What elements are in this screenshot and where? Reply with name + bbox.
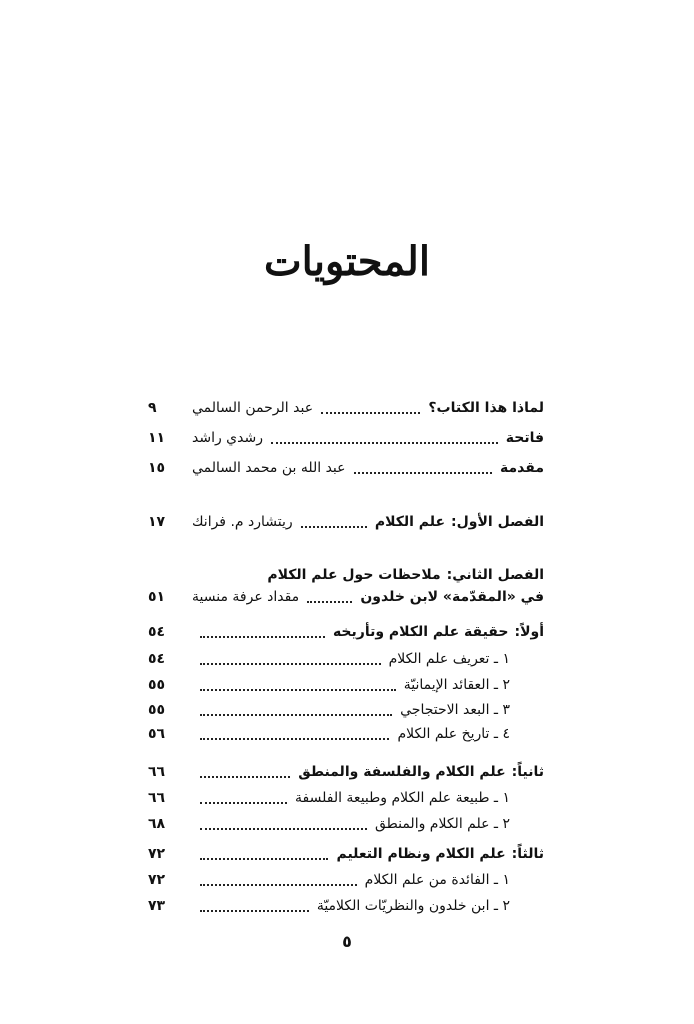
section-page: ٥٤ xyxy=(148,651,166,667)
leader-dots xyxy=(200,712,392,716)
toc-subsection xyxy=(148,673,510,697)
section-label: ١ ـ تعريف علم الكلام xyxy=(388,651,510,667)
chapter-page: ٥١ xyxy=(148,589,166,605)
toc-chapter-cont xyxy=(148,585,544,609)
leader-dots xyxy=(200,826,367,830)
toc-subsection xyxy=(148,786,510,810)
toc-entry xyxy=(148,396,544,420)
section-page: ٧٣ xyxy=(148,898,166,914)
entry-label: لماذا هذا الكتاب؟ xyxy=(428,400,544,416)
chapter-prefix: الفصل الثاني: xyxy=(446,567,544,583)
section-label: ٢ ـ العقائد الإيمانيّة xyxy=(403,677,510,693)
leader-dots xyxy=(354,470,493,474)
section-page: ٥٥ xyxy=(148,677,166,693)
leader-dots xyxy=(200,634,325,638)
leader-dots xyxy=(200,856,328,860)
entry-label: فاتحة xyxy=(505,430,544,446)
section-page: ٦٨ xyxy=(148,816,166,832)
entry-label: مقدمة xyxy=(500,460,544,476)
toc-subsection xyxy=(148,722,510,746)
section-prefix: ثانياً: xyxy=(511,764,544,780)
entry-page: ٩ xyxy=(148,400,157,416)
section-page: ٥٥ xyxy=(148,702,166,718)
toc-subsection xyxy=(148,868,510,892)
chapter-author: ريتشارد م. فرانك xyxy=(192,514,293,530)
leader-dots xyxy=(200,882,357,886)
leader-dots xyxy=(200,908,309,912)
section-label: ١ ـ طبيعة علم الكلام وطبيعة الفلسفة xyxy=(295,790,510,806)
section-page: ٥٤ xyxy=(148,624,166,640)
section-label: علم الكلام والفلسفة والمنطق xyxy=(298,764,506,780)
toc-chapter xyxy=(148,563,544,587)
leader-dots xyxy=(200,774,290,778)
leader-dots xyxy=(307,599,352,603)
entry-page: ١٥ xyxy=(148,460,166,476)
chapter-prefix: الفصل الأول: xyxy=(451,514,544,530)
chapter-author: مقداد عرفة منسية xyxy=(192,589,300,605)
section-page: ٥٦ xyxy=(148,726,166,742)
toc-subsection xyxy=(148,698,510,722)
toc-section xyxy=(148,842,544,866)
section-label: ٢ ـ ابن خلدون والنظريّات الكلاميّة xyxy=(316,898,510,914)
chapter-page: ١٧ xyxy=(148,514,166,530)
leader-dots xyxy=(200,687,396,691)
page-title: المحتويات xyxy=(264,238,430,285)
section-label: ١ ـ الفائدة من علم الكلام xyxy=(364,872,510,888)
toc-entry xyxy=(148,426,544,450)
section-page: ٦٦ xyxy=(148,790,166,806)
section-label: ٤ ـ تاريخ علم الكلام xyxy=(397,726,510,742)
chapter-label: علم الكلام xyxy=(374,514,446,530)
section-prefix: ثالثاً: xyxy=(511,846,544,862)
section-label: ٣ ـ البعد الاحتجاجي xyxy=(400,702,510,718)
chapter-title: ملاحظات حول علم الكلام xyxy=(267,567,441,583)
leader-dots xyxy=(200,800,287,804)
toc-subsection xyxy=(148,647,510,671)
section-label: علم الكلام ونظام التعليم xyxy=(336,846,506,862)
section-page: ٦٦ xyxy=(148,764,166,780)
section-page: ٧٢ xyxy=(148,846,166,862)
toc-entry xyxy=(148,456,544,480)
section-label: حقيقة علم الكلام وتأريخه xyxy=(332,624,509,640)
toc-subsection xyxy=(148,812,510,836)
section-label: ٢ ـ علم الكلام والمنطق xyxy=(374,816,510,832)
page-number: ٥ xyxy=(342,932,352,951)
leader-dots xyxy=(200,736,389,740)
entry-page: ١١ xyxy=(148,430,166,446)
section-prefix: أولاً: xyxy=(514,624,544,640)
leader-dots xyxy=(271,440,498,444)
entry-author: عبد الرحمن السالمي xyxy=(192,400,314,416)
leader-dots xyxy=(200,661,381,665)
toc-subsection xyxy=(148,894,510,918)
toc-section xyxy=(148,620,544,644)
leader-dots xyxy=(301,524,367,528)
toc-section xyxy=(148,760,544,784)
chapter-subtitle: في «المقدّمة» لابن خلدون xyxy=(360,589,544,605)
entry-author: رشدي راشد xyxy=(192,430,263,446)
section-page: ٧٢ xyxy=(148,872,166,888)
toc-chapter xyxy=(148,510,544,534)
entry-author: عبد الله بن محمد السالمي xyxy=(192,460,346,476)
leader-dots xyxy=(321,410,420,414)
